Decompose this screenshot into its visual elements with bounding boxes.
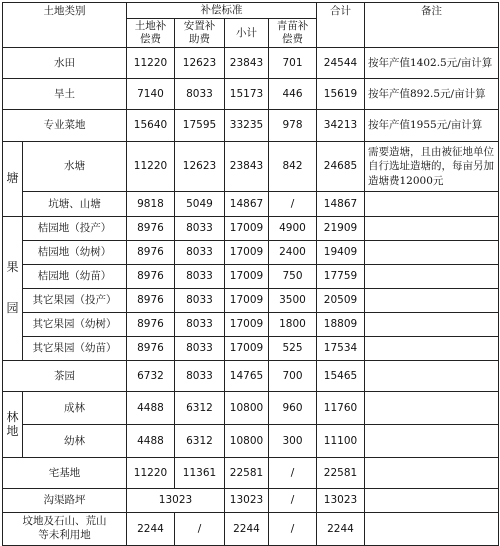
- cell-land: 11220: [127, 458, 175, 489]
- row-label-l2: 等未利用地: [38, 529, 91, 541]
- cell-resettle: 8033: [175, 361, 225, 392]
- cell-total: 19409: [317, 241, 365, 265]
- cell-resettle: 6312: [175, 392, 225, 425]
- row-label: 其它果园（投产）: [23, 289, 127, 313]
- cell-land: 6732: [127, 361, 175, 392]
- table-row: [3, 513, 499, 546]
- cell-subtotal: 23843: [225, 142, 269, 192]
- table-row: [3, 79, 499, 110]
- cell-subtotal: 14867: [225, 192, 269, 217]
- cell-subtotal: 17009: [225, 265, 269, 289]
- cell-crop: 842: [269, 142, 317, 192]
- row-label: 桔园地（幼树）: [23, 241, 127, 265]
- cell-resettle: 5049: [175, 192, 225, 217]
- header-subtotal: 小计: [225, 19, 269, 48]
- cell-total: 17534: [317, 337, 365, 361]
- cell-land: 11220: [127, 142, 175, 192]
- cell-subtotal: 17009: [225, 217, 269, 241]
- row-label: 水田: [3, 48, 127, 79]
- row-label: 旱土: [3, 79, 127, 110]
- group-orchard: [3, 217, 23, 361]
- cell-subtotal: 14765: [225, 361, 269, 392]
- cell-subtotal: 13023: [225, 489, 269, 513]
- cell-resettle: 8033: [175, 217, 225, 241]
- cell-land-resettle-merged: 13023: [127, 489, 225, 513]
- row-label: [3, 513, 127, 546]
- header-resettle-l1: 安置补: [183, 19, 216, 32]
- cell-land: 7140: [127, 79, 175, 110]
- cell-remark-empty: [365, 513, 499, 546]
- header-total: 合计: [317, 3, 365, 48]
- cell-land: 9818: [127, 192, 175, 217]
- cell-total: 2244: [317, 513, 365, 546]
- cell-remark-empty: [365, 265, 499, 289]
- cell-total: 11100: [317, 425, 365, 458]
- cell-remark-empty: [365, 289, 499, 313]
- cell-resettle: 8033: [175, 79, 225, 110]
- cell-subtotal: 23843: [225, 48, 269, 79]
- cell-remark-empty: [365, 489, 499, 513]
- row-label: 成林: [23, 392, 127, 425]
- cell-subtotal: 17009: [225, 241, 269, 265]
- cell-total: 24544: [317, 48, 365, 79]
- header-land-comp: [127, 19, 175, 48]
- row-label-l1: 坟地及石山、荒山: [22, 515, 107, 528]
- cell-subtotal: 17009: [225, 337, 269, 361]
- group-orchard-l2: 园: [6, 301, 19, 316]
- cell-remark: 按年产值1402.5元/亩计算: [365, 48, 499, 79]
- cell-resettle: /: [175, 513, 225, 546]
- row-label: 其它果园（幼苗）: [23, 337, 127, 361]
- cell-land: 8976: [127, 265, 175, 289]
- cell-resettle: 12623: [175, 142, 225, 192]
- cell-subtotal: 10800: [225, 425, 269, 458]
- row-label: 专业菜地: [3, 110, 127, 142]
- cell-remark-empty: [365, 425, 499, 458]
- row-label: 茶园: [3, 361, 127, 392]
- group-forest-l1: 林: [6, 409, 19, 424]
- header-land-comp-l2: 偿费: [140, 33, 161, 45]
- cell-crop: /: [269, 513, 317, 546]
- cell-subtotal: 33235: [225, 110, 269, 142]
- row-label: 水塘: [23, 142, 127, 192]
- cell-remark-empty: [365, 337, 499, 361]
- cell-crop: 4900: [269, 217, 317, 241]
- cell-crop: 700: [269, 361, 317, 392]
- cell-crop: 701: [269, 48, 317, 79]
- cell-remark: 按年产值1955元/亩计算: [365, 110, 499, 142]
- cell-land: 8976: [127, 289, 175, 313]
- cell-resettle: 8033: [175, 337, 225, 361]
- cell-land: 4488: [127, 425, 175, 458]
- table-row: [3, 313, 499, 337]
- group-pond: 塘: [3, 142, 23, 217]
- cell-subtotal: 17009: [225, 289, 269, 313]
- cell-land: 4488: [127, 392, 175, 425]
- cell-subtotal: 17009: [225, 313, 269, 337]
- cell-crop: 525: [269, 337, 317, 361]
- table-row: [3, 337, 499, 361]
- table-row: [3, 289, 499, 313]
- table-row: [3, 265, 499, 289]
- cell-total: 22581: [317, 458, 365, 489]
- table-row: [3, 489, 499, 513]
- cell-total: 15619: [317, 79, 365, 110]
- row-label: 桔园地（幼苗）: [23, 265, 127, 289]
- cell-crop: /: [269, 192, 317, 217]
- cell-remark: 需要造塘，且由被征地单位自行选址造塘的，每亩另加造塘费12000元: [365, 142, 499, 192]
- header-standard: 补偿标准: [127, 3, 317, 19]
- group-forest-l2: 地: [6, 423, 19, 438]
- cell-total: 24685: [317, 142, 365, 192]
- header-land-type: 土地类别: [3, 3, 127, 48]
- table-row: [3, 241, 499, 265]
- cell-resettle: 8033: [175, 241, 225, 265]
- cell-resettle: 8033: [175, 289, 225, 313]
- cell-remark-empty: [365, 192, 499, 217]
- cell-subtotal: 22581: [225, 458, 269, 489]
- table-row: [3, 458, 499, 489]
- table-row: [3, 192, 499, 217]
- cell-crop: 750: [269, 265, 317, 289]
- row-label: 其它果园（幼树）: [23, 313, 127, 337]
- header-crop-l1: 青苗补: [276, 19, 309, 32]
- cell-remark-empty: [365, 458, 499, 489]
- cell-crop: /: [269, 489, 317, 513]
- cell-subtotal: 2244: [225, 513, 269, 546]
- cell-resettle: 17595: [175, 110, 225, 142]
- cell-total: 15465: [317, 361, 365, 392]
- cell-subtotal: 15173: [225, 79, 269, 110]
- cell-land: 8976: [127, 337, 175, 361]
- header-remark: 备注: [365, 3, 499, 48]
- cell-remark-empty: [365, 217, 499, 241]
- cell-land: 8976: [127, 241, 175, 265]
- table-row: [3, 361, 499, 392]
- cell-land: 8976: [127, 313, 175, 337]
- table-row: [3, 142, 499, 192]
- cell-land: 8976: [127, 217, 175, 241]
- cell-land: 2244: [127, 513, 175, 546]
- cell-crop: 300: [269, 425, 317, 458]
- group-orchard-l1: 果: [6, 259, 19, 274]
- cell-crop: 2400: [269, 241, 317, 265]
- cell-total: 20509: [317, 289, 365, 313]
- header-crop-l2: 偿费: [282, 33, 303, 45]
- table-row: [3, 425, 499, 458]
- cell-resettle: 12623: [175, 48, 225, 79]
- table-row: [3, 110, 499, 142]
- cell-crop: 446: [269, 79, 317, 110]
- cell-resettle: 6312: [175, 425, 225, 458]
- cell-crop: 978: [269, 110, 317, 142]
- row-label: 桔园地（投产）: [23, 217, 127, 241]
- cell-total: 34213: [317, 110, 365, 142]
- cell-total: 13023: [317, 489, 365, 513]
- cell-land: 15640: [127, 110, 175, 142]
- cell-crop: 960: [269, 392, 317, 425]
- header-land-comp-l1: 土地补: [134, 19, 167, 32]
- cell-total: 21909: [317, 217, 365, 241]
- cell-total: 11760: [317, 392, 365, 425]
- row-label: 坑塘、山塘: [23, 192, 127, 217]
- table-row: [3, 392, 499, 425]
- cell-land: 11220: [127, 48, 175, 79]
- row-label: 沟渠路坪: [3, 489, 127, 513]
- cell-remark-empty: [365, 361, 499, 392]
- cell-total: 14867: [317, 192, 365, 217]
- group-forest: [3, 392, 23, 458]
- header-crop: [269, 19, 317, 48]
- cell-crop: 3500: [269, 289, 317, 313]
- cell-crop: /: [269, 458, 317, 489]
- cell-remark-empty: [365, 313, 499, 337]
- cell-resettle: 8033: [175, 313, 225, 337]
- cell-remark-empty: [365, 392, 499, 425]
- compensation-table: [2, 2, 499, 546]
- row-label: 幼林: [23, 425, 127, 458]
- cell-total: 17759: [317, 265, 365, 289]
- header-resettle-l2: 助费: [189, 33, 210, 45]
- cell-total: 18809: [317, 313, 365, 337]
- cell-resettle: 11361: [175, 458, 225, 489]
- header-resettle: [175, 19, 225, 48]
- cell-subtotal: 10800: [225, 392, 269, 425]
- cell-remark-empty: [365, 241, 499, 265]
- row-label: 宅基地: [3, 458, 127, 489]
- cell-crop: 1800: [269, 313, 317, 337]
- table-row: [3, 217, 499, 241]
- cell-resettle: 8033: [175, 265, 225, 289]
- table-row: [3, 48, 499, 79]
- cell-remark: 按年产值892.5元/亩计算: [365, 79, 499, 110]
